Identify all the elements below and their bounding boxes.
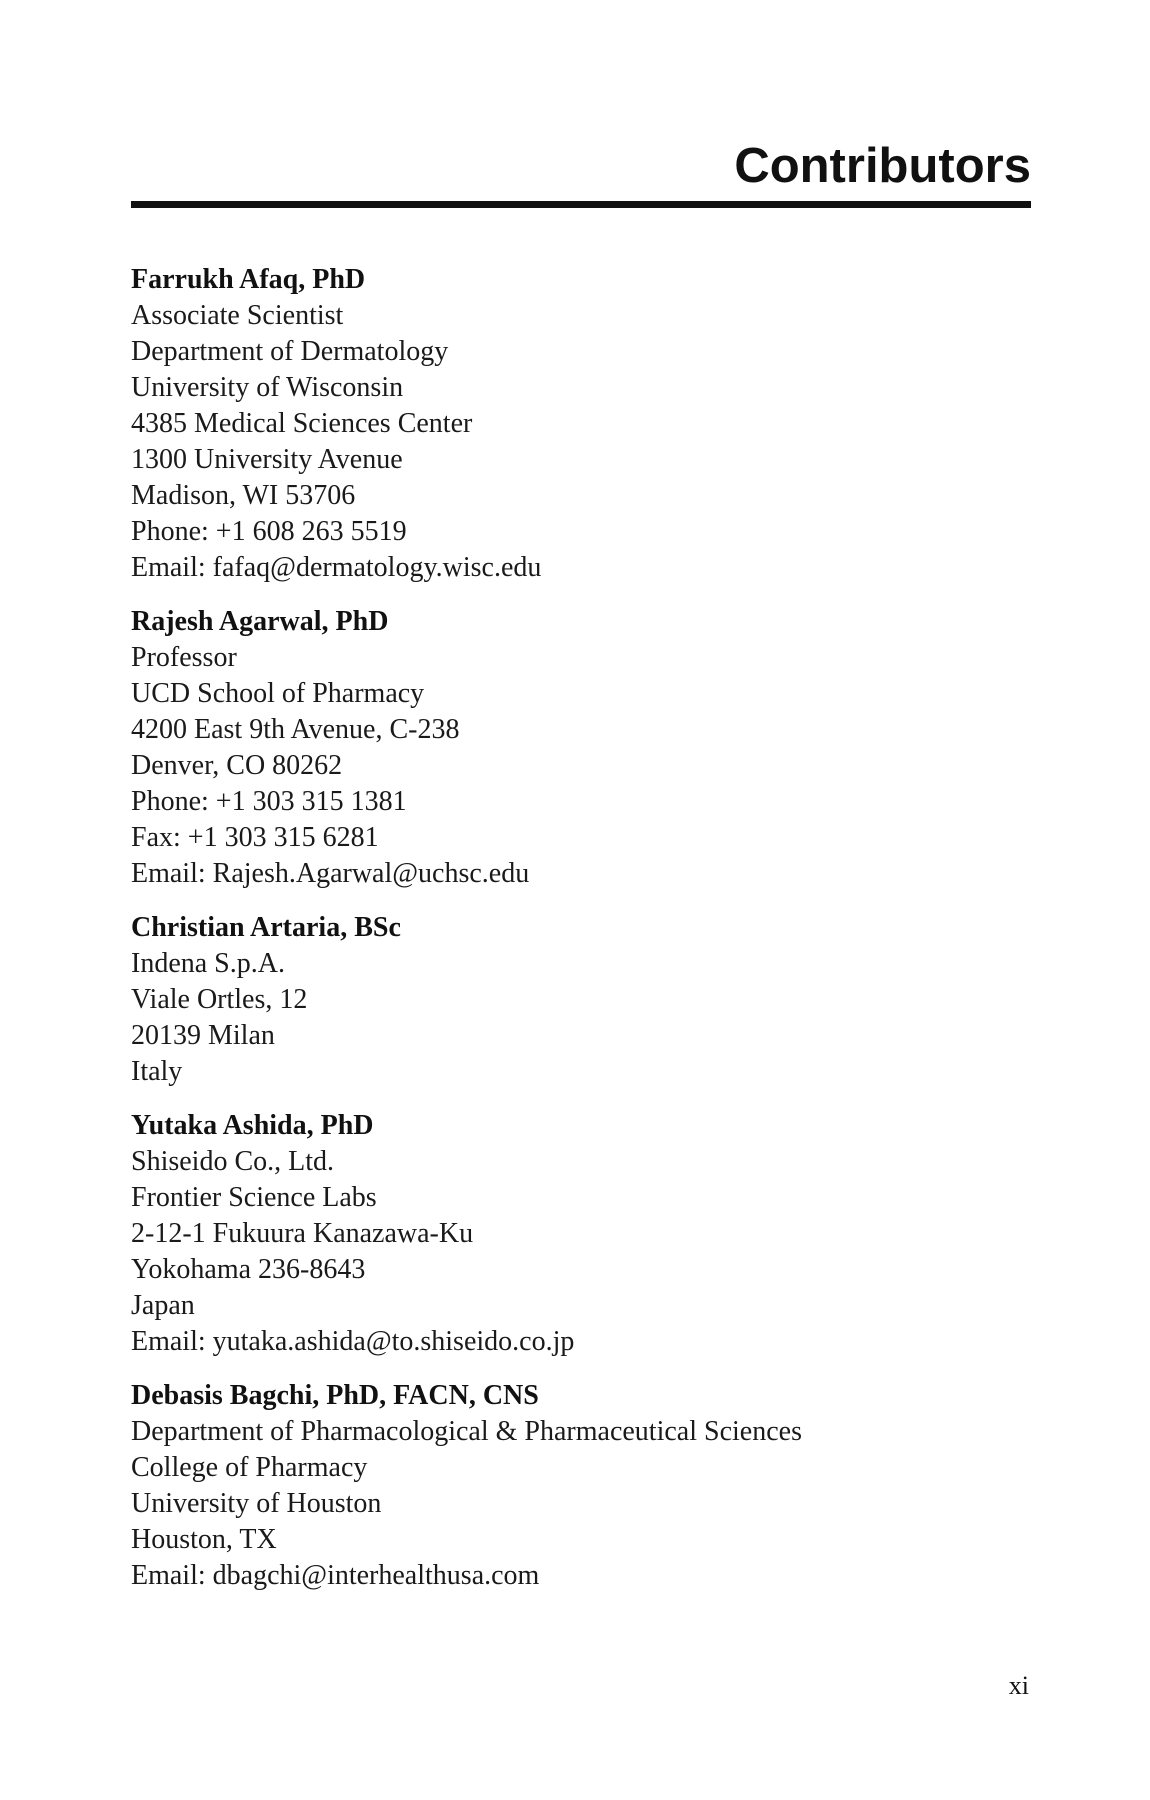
contributor-title: Associate Scientist [131,300,344,331]
page-number: xi [1008,1671,1029,1700]
title-rule [131,201,1031,208]
contributor-institution: UCD School of Pharmacy [131,678,425,709]
contributor-department: Frontier Science Labs [131,1182,377,1213]
contributor-email: Email: fafaq@dermatology.wisc.edu [131,552,542,583]
contributor-name: Debasis Bagchi, PhD, FACN, CNS [131,1380,539,1411]
contributor-address-line: 4385 Medical Sciences Center [131,408,473,439]
contributor-name: Farrukh Afaq, PhD [131,264,366,295]
contributor-name: Christian Artaria, BSc [131,912,401,943]
contributor-entry [131,1108,1031,1360]
contributor-name: Rajesh Agarwal, PhD [131,606,389,637]
contributor-address-line: 4200 East 9th Avenue, C-238 [131,714,460,745]
contributor-entry [131,910,1031,1090]
contributor-address-line: 1300 University Avenue [131,444,403,475]
contributor-entry [131,1378,1031,1594]
contributor-phone: Phone: +1 608 263 5519 [131,516,407,547]
contributor-department: Department of Pharmacological & Pharmaceutical Sciences [131,1416,802,1447]
contributor-name: Yutaka Ashida, PhD [131,1110,374,1141]
contributor-city: Denver, CO 80262 [131,750,343,781]
contributor-email: Email: Rajesh.Agarwal@uchsc.edu [131,858,530,889]
contributor-institution: University of Wisconsin [131,372,404,403]
contributor-city: Madison, WI 53706 [131,480,356,511]
contributor-address-line: Viale Ortles, 12 [131,984,308,1015]
contributor-institution: Indena S.p.A. [131,948,285,979]
contributor-college: College of Pharmacy [131,1452,368,1483]
contributor-city: Yokohama 236-8643 [131,1254,366,1285]
contributor-city: 20139 Milan [131,1020,275,1051]
contributor-country: Japan [131,1290,195,1321]
contributor-title: Professor [131,642,237,673]
contributor-city: Houston, TX [131,1524,277,1555]
contributor-institution: University of Houston [131,1488,382,1519]
contributor-country: Italy [131,1056,183,1087]
page-title: Contributors [734,139,1031,193]
contributor-address-line: 2-12-1 Fukuura Kanazawa-Ku [131,1218,474,1249]
contributor-list [131,262,1031,1612]
contributor-phone: Phone: +1 303 315 1381 [131,786,407,817]
contributor-department: Department of Dermatology [131,336,449,367]
contributor-entry [131,262,1031,586]
contributor-institution: Shiseido Co., Ltd. [131,1146,335,1177]
contributor-entry [131,604,1031,892]
contributor-fax: Fax: +1 303 315 6281 [131,822,379,853]
contributor-email: Email: yutaka.ashida@to.shiseido.co.jp [131,1326,575,1357]
contributor-email: Email: dbagchi@interhealthusa.com [131,1560,540,1591]
